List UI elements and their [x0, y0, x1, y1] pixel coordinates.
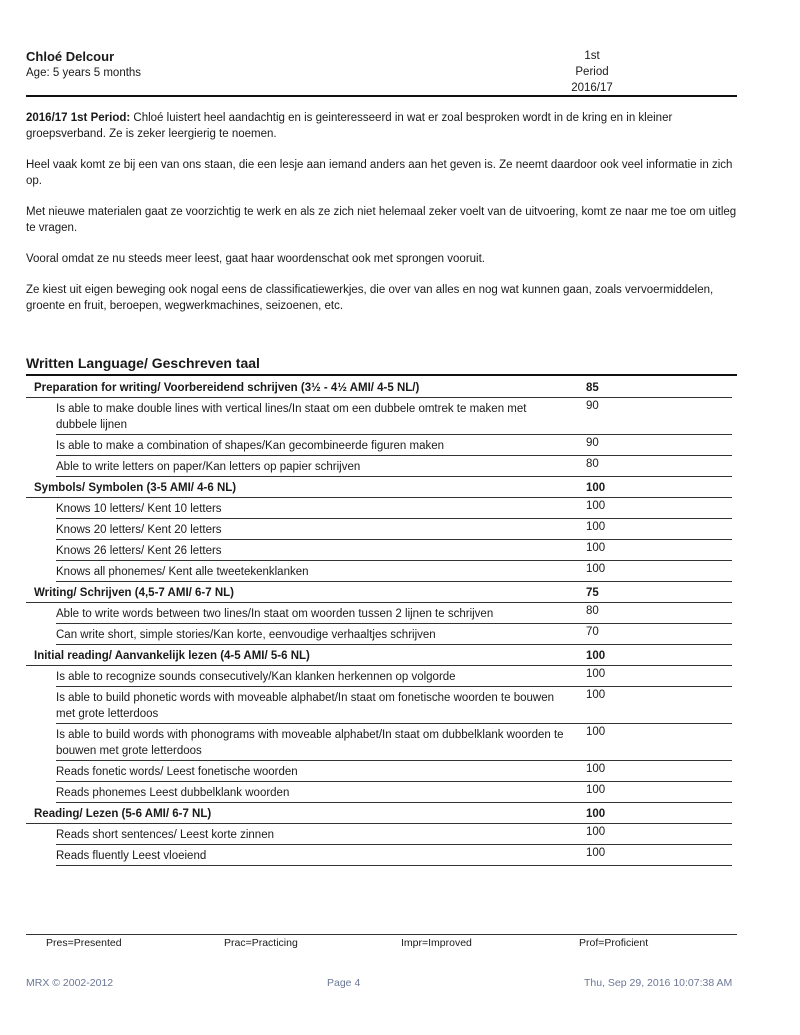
- skill-row: [56, 624, 732, 645]
- period-line-1: 1st: [584, 50, 600, 62]
- group-score: 85: [586, 382, 599, 394]
- skill-score: 100: [586, 784, 606, 796]
- notes-paragraph-5: Ze kiest uit eigen beweging ook nogal eens de classificatiewerkjes, die over van alles en nog wat kunnen gaan, zoals vervoermiddelen, groente en fruit, beroepen, wegwerkmachines, seizoenen, etc.: [26, 284, 714, 312]
- skill-score: 100: [586, 689, 606, 701]
- skill-row: [56, 498, 732, 519]
- notes-paragraph-1: [26, 110, 738, 142]
- header-divider: [26, 95, 737, 97]
- legend-divider: [26, 934, 737, 935]
- skill-label: Is able to build phonetic words with moveable alphabet/In staat om fonetische woorden te bouwen met grote letterdoos: [56, 692, 555, 720]
- skill-label: Is able to recognize sounds consecutively/Kan klanken herkennen op volgorde: [56, 671, 456, 683]
- skill-score: 100: [586, 847, 606, 859]
- footer-page-number: Page 4: [327, 977, 361, 989]
- section-title: Written Language/ Geschreven taal: [26, 355, 260, 371]
- skill-label: Can write short, simple stories/Kan korte, eenvoudige verhaaltjes schrijven: [56, 629, 436, 641]
- notes-paragraph-3: Met nieuwe materialen gaat ze voorzichtig te werk en als ze zich niet helemaal zeker voelt van de uitvoering, komt ze naar me toe om uitleg te vragen.: [26, 206, 737, 234]
- skills-table: [26, 377, 732, 866]
- group-row: [26, 645, 732, 666]
- period-label: [560, 48, 624, 96]
- skill-score: 100: [586, 826, 606, 838]
- skill-score: 90: [586, 437, 599, 449]
- skill-label: Is able to make a combination of shapes/Kan gecombineerde figuren maken: [56, 440, 445, 452]
- skill-row: [56, 824, 732, 845]
- skill-score: 100: [586, 542, 606, 554]
- skill-score: 100: [586, 668, 606, 680]
- skill-label: Knows all phonemes/ Kent alle tweetekenklanken: [56, 566, 309, 578]
- group-row: [26, 582, 732, 603]
- group-row: [26, 803, 732, 824]
- group-row: [26, 377, 732, 398]
- notes-paragraph-1-text: Chloé luistert heel aandachtig en is geinteresseerd in wat er zoal besproken wordt in de kring en in kleiner groepsverband. Ze is zeker leergierig te noemen.: [26, 112, 673, 140]
- skill-label: Able to write words between two lines/In staat om woorden tussen 2 lijnen te schrijven: [56, 608, 494, 620]
- legend-presented: Pres=Presented: [46, 937, 122, 949]
- group-score: 75: [586, 587, 599, 599]
- skill-score: 100: [586, 726, 606, 738]
- skill-label: Is able to make double lines with vertical lines/In staat om een dubbele omtrek te maken met dubbele lijnen: [56, 403, 527, 431]
- teacher-notes: [26, 110, 738, 329]
- skill-label: Knows 20 letters/ Kent 20 letters: [56, 524, 222, 536]
- skill-label: Reads phonemes Leest dubbelklank woorden: [56, 787, 290, 799]
- skill-label: Reads fonetic words/ Leest fonetische woorden: [56, 766, 298, 778]
- skill-score: 100: [586, 521, 606, 533]
- period-line-2: Period: [575, 66, 609, 78]
- skill-score: 80: [586, 605, 599, 617]
- group-row: [26, 477, 732, 498]
- notes-paragraph-2: Heel vaak komt ze bij een van ons staan, die een lesje aan iemand anders aan het geven is. Ze neemt daardoor ook veel informatie in zich op.: [26, 159, 733, 187]
- skill-score: 100: [586, 563, 606, 575]
- student-age: Age: 5 years 5 months: [26, 67, 142, 79]
- legend-improved: Impr=Improved: [401, 937, 472, 949]
- skill-score: 70: [586, 626, 599, 638]
- period-line-3: 2016/17: [571, 82, 613, 94]
- skill-score: 80: [586, 458, 599, 470]
- skill-row: [56, 666, 732, 687]
- section-divider: [26, 374, 737, 376]
- skill-label: Reads short sentences/ Leest korte zinnen: [56, 829, 274, 841]
- group-label: Reading/ Lezen (5-6 AMI/ 6-7 NL): [34, 808, 212, 820]
- skill-row: [56, 540, 732, 561]
- group-score: 100: [586, 650, 606, 662]
- skill-row: [56, 561, 732, 582]
- group-label: Preparation for writing/ Voorbereidend schrijven (3½ - 4½ AMI/ 4-5 NL/): [34, 382, 420, 394]
- group-label: Initial reading/ Aanvankelijk lezen (4-5 AMI/ 5-6 NL): [34, 650, 310, 662]
- notes-paragraph-4: Vooral omdat ze nu steeds meer leest, gaat haar woordenschat ook met sprongen vooruit.: [26, 253, 485, 265]
- skill-label: Knows 26 letters/ Kent 26 letters: [56, 545, 222, 557]
- footer-timestamp: Thu, Sep 29, 2016 10:07:38 AM: [584, 977, 733, 989]
- footer-copyright: MRX © 2002-2012: [26, 977, 114, 989]
- group-label: Symbols/ Symbolen (3-5 AMI/ 4-6 NL): [34, 482, 237, 494]
- skill-row: [56, 761, 732, 782]
- skill-row: [56, 687, 732, 724]
- student-name: Chloé Delcour: [26, 49, 115, 64]
- skill-label: Able to write letters on paper/Kan letters op papier schrijven: [56, 461, 361, 473]
- notes-period-label: 2016/17 1st Period:: [26, 112, 131, 124]
- skill-row: [56, 782, 732, 803]
- skill-row: [56, 845, 732, 866]
- skill-row: [56, 456, 732, 477]
- group-score: 100: [586, 482, 606, 494]
- skill-label: Is able to build words with phonograms with moveable alphabet/In staat om dubbelklank woorden te bouwen met grote letterdoos: [56, 729, 564, 757]
- skill-score: 90: [586, 400, 599, 412]
- skill-row: [56, 435, 732, 456]
- legend-proficient: Prof=Proficient: [579, 937, 649, 949]
- group-label: Writing/ Schrijven (4,5-7 AMI/ 6-7 NL): [34, 587, 235, 599]
- skill-label: Knows 10 letters/ Kent 10 letters: [56, 503, 222, 515]
- group-score: 100: [586, 808, 606, 820]
- skill-label: Reads fluently Leest vloeiend: [56, 850, 207, 862]
- skill-row: [56, 519, 732, 540]
- skill-row: [56, 398, 732, 435]
- legend-practicing: Prac=Practicing: [224, 937, 298, 949]
- skill-score: 100: [586, 500, 606, 512]
- skill-score: 100: [586, 763, 606, 775]
- skill-row: [56, 724, 732, 761]
- skill-row: [56, 603, 732, 624]
